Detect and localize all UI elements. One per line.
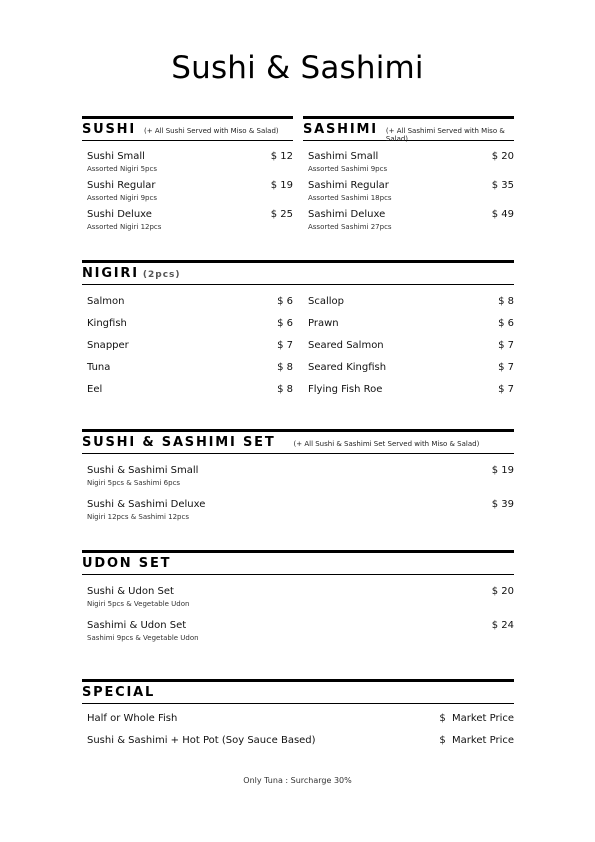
menu-item: Half or Whole Fish xyxy=(87,713,178,724)
menu-item: Sushi Deluxe Assorted Nigiri 12pcs xyxy=(87,209,162,231)
item-price: $ 6 xyxy=(277,318,293,329)
menu-item: Sashimi & Udon Set Sashimi 9pcs & Vegetable Udon xyxy=(87,620,199,642)
menu-item: Kingfish xyxy=(87,318,127,329)
special-section xyxy=(82,679,514,704)
menu-item: Sushi Regular Assorted Nigiri 9pcs xyxy=(87,180,157,202)
udon-title: UDON SET xyxy=(82,556,172,571)
footer-note: Only Tuna : Surcharge 30% xyxy=(243,776,352,785)
sashimi-section xyxy=(303,116,514,141)
set-section xyxy=(82,429,514,454)
page-title: Sushi & Sashimi xyxy=(171,50,424,86)
nigiri-title: NIGIRI xyxy=(82,266,139,281)
item-price: $ 6 xyxy=(277,296,293,307)
item-price: $ 20 xyxy=(491,586,514,597)
menu-item: Seared Salmon xyxy=(308,340,384,351)
item-price: $ 8 xyxy=(498,296,514,307)
sushi-title: SUSHI xyxy=(82,122,136,137)
item-price: $ Market Price xyxy=(439,713,514,724)
item-price: $ 35 xyxy=(491,180,514,191)
menu-item: Snapper xyxy=(87,340,129,351)
special-title: SPECIAL xyxy=(82,685,156,700)
item-price: $ 7 xyxy=(498,384,514,395)
menu-item: Sashimi Small Assorted Sashimi 9pcs xyxy=(308,151,388,173)
item-price: $ 8 xyxy=(277,362,293,373)
sushi-section xyxy=(82,116,293,141)
item-price: $ 39 xyxy=(491,499,514,510)
item-price: $ 25 xyxy=(270,209,293,220)
menu-item: Salmon xyxy=(87,296,125,307)
set-title: SUSHI & SASHIMI SET xyxy=(82,435,276,450)
nigiri-sub: (2pcs) xyxy=(142,270,181,280)
menu-item: Prawn xyxy=(308,318,339,329)
item-price: $ 12 xyxy=(270,151,293,162)
item-price: $ 7 xyxy=(498,340,514,351)
item-price: $ 19 xyxy=(491,465,514,476)
menu-item: Sushi & Udon Set Nigiri 5pcs & Vegetable Udon xyxy=(87,586,190,608)
udon-section xyxy=(82,550,514,575)
item-price: $ 49 xyxy=(491,209,514,220)
menu-item: Sushi & Sashimi + Hot Pot (Soy Sauce Based) xyxy=(87,735,316,746)
menu-item: Sushi Small Assorted Nigiri 5pcs xyxy=(87,151,157,173)
menu-item: Sushi & Sashimi Small Nigiri 5pcs & Sashimi 6pcs xyxy=(87,465,199,487)
menu-item: Flying Fish Roe xyxy=(308,384,383,395)
item-price: $ 6 xyxy=(498,318,514,329)
item-price: $ Market Price xyxy=(439,735,514,746)
item-price: $ 8 xyxy=(277,384,293,395)
menu-item: Sashimi Deluxe Assorted Sashimi 27pcs xyxy=(308,209,392,231)
nigiri-section xyxy=(82,260,514,285)
menu-item: Sashimi Regular Assorted Sashimi 18pcs xyxy=(308,180,392,202)
menu-item: Seared Kingfish xyxy=(308,362,387,373)
menu-item: Eel xyxy=(87,384,103,395)
menu-item: Tuna xyxy=(87,362,111,373)
sushi-note: (+ All Sushi Served with Miso & Salad) xyxy=(144,127,279,135)
sashimi-note: (+ All Sashimi Served with Miso & Salad) xyxy=(385,127,505,143)
sashimi-title: SASHIMI xyxy=(303,122,378,137)
item-price: $ 19 xyxy=(270,180,293,191)
item-price: $ 24 xyxy=(491,620,514,631)
menu-item: Sushi & Sashimi Deluxe Nigiri 12pcs & Sashimi 12pcs xyxy=(87,499,206,521)
item-price: $ 20 xyxy=(491,151,514,162)
menu-item: Scallop xyxy=(308,296,344,307)
set-note: (+ All Sushi & Sashimi Set Served with Miso & Salad) xyxy=(293,440,480,448)
item-price: $ 7 xyxy=(498,362,514,373)
item-price: $ 7 xyxy=(277,340,293,351)
